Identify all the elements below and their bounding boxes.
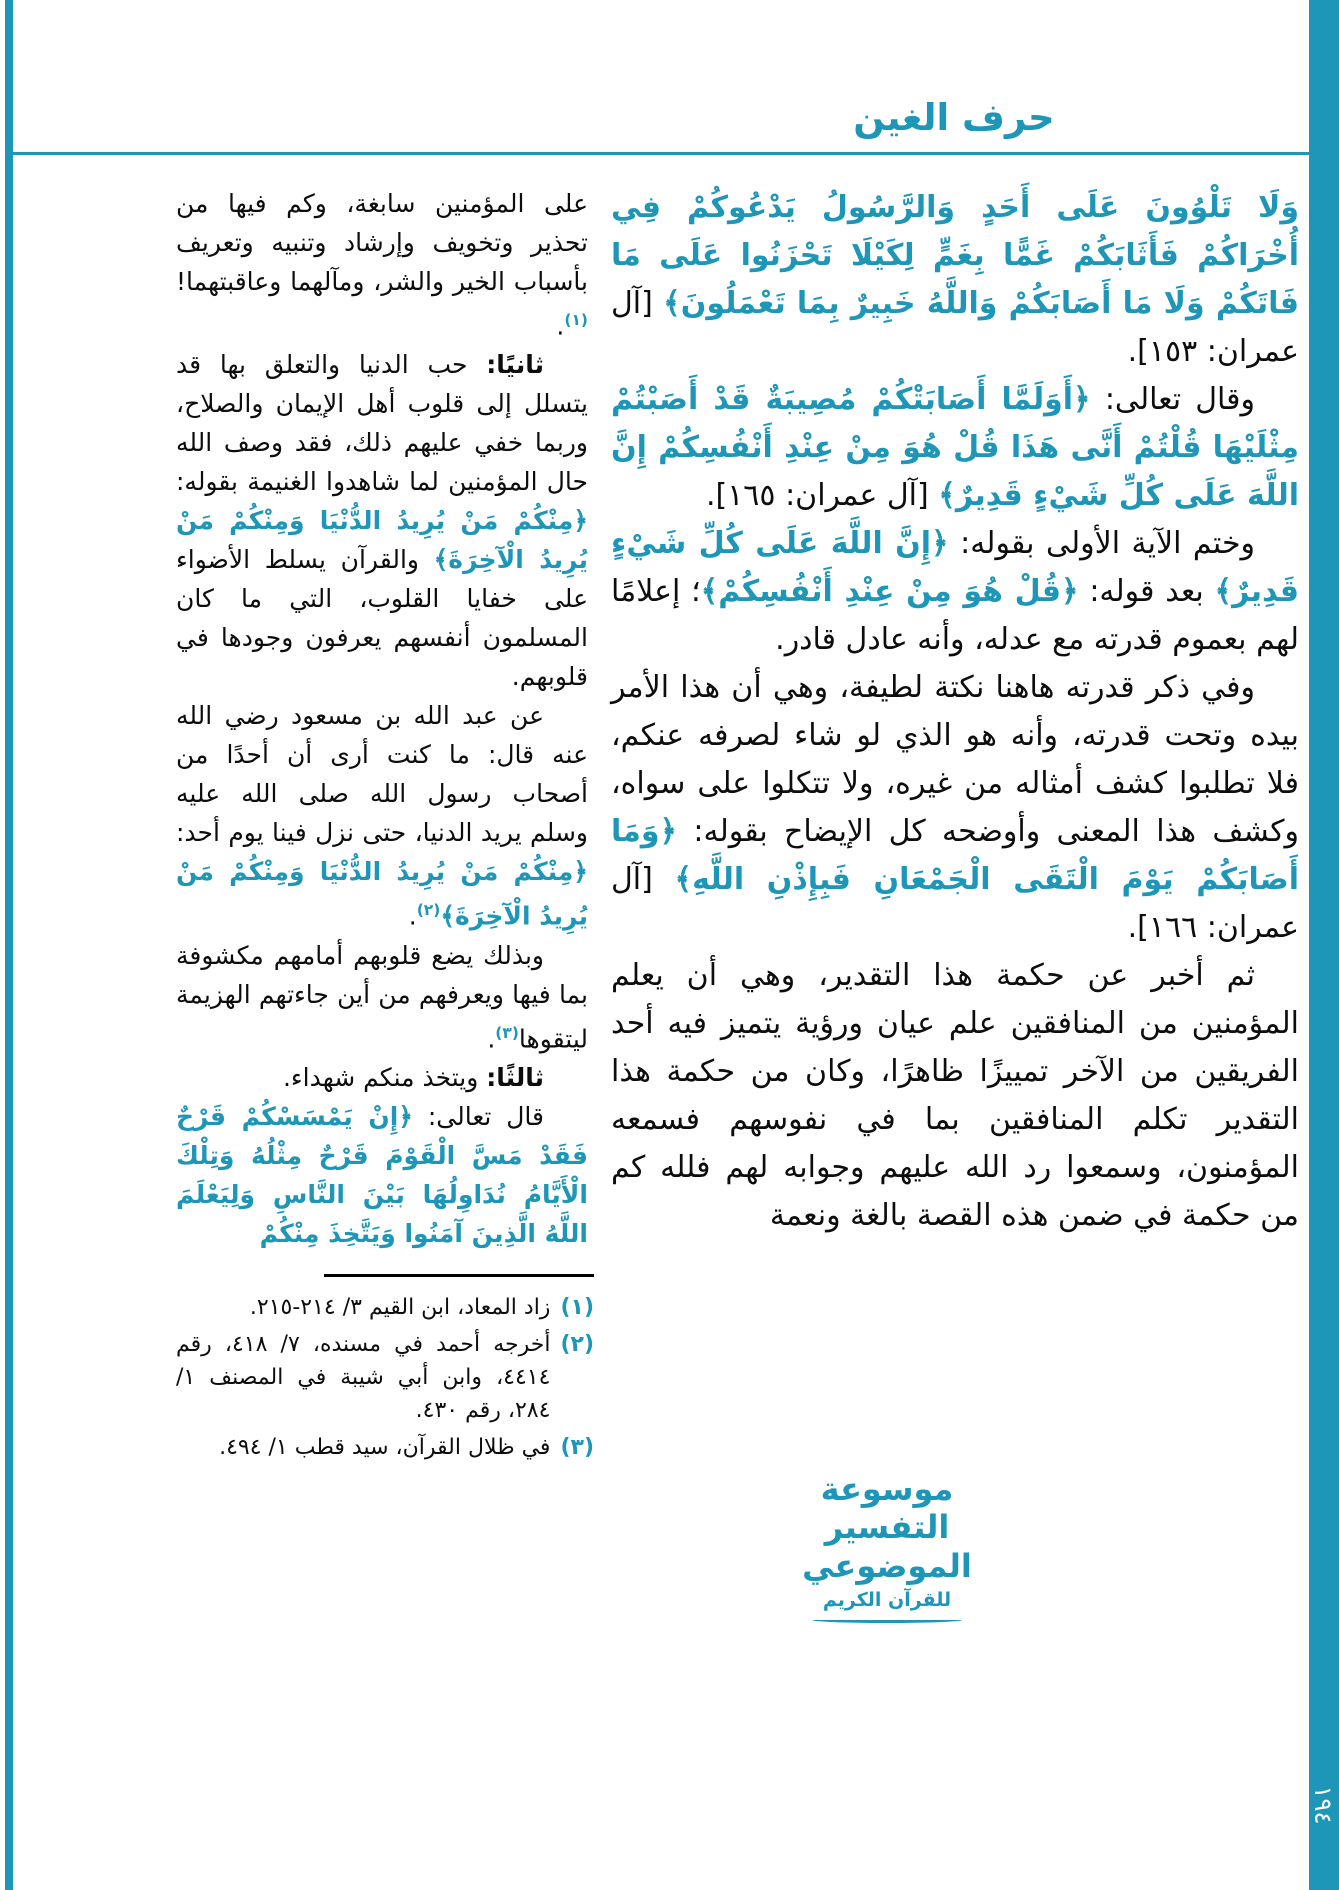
footnote-divider (324, 1274, 594, 1277)
header-rule (13, 152, 1309, 155)
text-segment: عن عبد الله بن مسعود رضي الله عنه قال: ما كنت أرى أن أحدًا من أصحاب رسول الله صلى الله عليه وسلم يريد الدنيا، حتى نزل فينا يوم أحد: (176, 701, 588, 848)
text-segment: بعد قوله: (1078, 574, 1215, 609)
paragraph-quran-verse (176, 1097, 588, 1253)
right-edge-bar (1309, 0, 1339, 1890)
quran-quote: ﴿وَمَا أَصَابَكُمْ يَوْمَ الْتَقَى الْجَمْعَانِ فَبِإِذْنِ اللَّهِ﴾ (611, 814, 1299, 897)
footnote-marker: (٣) (495, 1023, 519, 1042)
footnote-text: في ظلال القرآن، سيد قطب ١/ ٤٩٤. (219, 1435, 551, 1460)
quran-quote: وَلَا تَلْوُونَ عَلَى أَحَدٍ وَالرَّسُولُ يَدْعُوكُمْ فِي أُخْرَاكُمْ فَأَثَابَكُمْ غَمًّا بِغَمٍّ لِكَيْلَا تَحْزَنُوا عَلَى مَا فَاتَكُمْ وَلَا مَا أَصَابَكُمْ وَاللَّهُ خَبِيرٌ بِمَا تَعْمَلُونَ﴾ (611, 190, 1299, 321)
text-segment: وختم الآية الأولى بقوله: (948, 526, 1255, 561)
text-segment: قال تعالى: (412, 1101, 544, 1131)
text-segment: ويتخذ منكم شهداء. (282, 1062, 487, 1092)
quran-quote: ﴿مِنْكُمْ مَنْ يُرِيدُ الدُّنْيَا وَمِنْكُمْ مَنْ يُرِيدُ الْآخِرَةَ﴾ (176, 857, 588, 931)
quran-quote: ﴿إِنْ يَمْسَسْكُمْ قَرْحٌ فَقَدْ مَسَّ الْقَوْمَ قَرْحٌ مِثْلُهُ وَتِلْكَ الْأَيَّامُ نُدَاوِلُهَا بَيْنَ النَّاسِ وَلِيَعْلَمَ اللَّهُ الَّذِينَ آمَنُوا وَيَتَّخِذَ مِنْكُمْ (176, 1101, 588, 1248)
text-segment: . (408, 901, 417, 931)
footnote-text: أخرجه أحمد في مسنده، ٧/ ٤١٨، رقم ٤٤١٤، وابن أبي شيبة في المصنف ١/ ٢٨٤، رقم ٤٣٠. (176, 1332, 551, 1423)
footnote-number: (١) (560, 1295, 594, 1320)
text-segment: [آل عمران: ١٦٥]. (705, 478, 939, 513)
calligraphy-flourish-icon (812, 1617, 962, 1623)
text-segment: ؛ إعلامًا لهم بعموم قدرته مع عدله، وأنه عادل قادر. (611, 574, 1299, 657)
quran-quote: ﴿أَوَلَمَّا أَصَابَتْكُمْ مُصِيبَةٌ قَدْ أَصَبْتُمْ مِثْلَيْهَا قُلْتُمْ أَنَّى هَذَا قُلْ هُوَ مِنْ عِنْدِ أَنْفُسِكُمْ إِنَّ اللَّهَ عَلَى كُلِّ شَيْءٍ قَدِيرٌ﴾ (611, 382, 1299, 513)
paragraph (176, 696, 588, 935)
quran-quote: ﴿إِنَّ اللَّهَ عَلَى كُلِّ شَيْءٍ قَدِيرٌ﴾ (611, 526, 1299, 609)
paragraph (611, 952, 1299, 1240)
quran-quote: ﴿مِنْكُمْ مَنْ يُرِيدُ الدُّنْيَا وَمِنْكُمْ مَنْ يُرِيدُ الْآخِرَةَ﴾ (176, 506, 588, 575)
paragraph (176, 936, 588, 1058)
paragraph (611, 664, 1299, 952)
text-segment: . (556, 311, 565, 341)
footnote-marker: (٢) (416, 901, 441, 920)
page-number: ١٩٤ (1309, 1785, 1337, 1825)
publisher-logo-title: موسوعة التفسير الموضوعي (802, 1470, 972, 1585)
text-segment: ثم أخبر عن حكمة هذا التقدير، وهي أن يعلم المؤمنين من المنافقين علم عيان ورؤية يتميز فيه أحد الفريقين من الآخر تمييزًا ظاهرًا، وكان من حكمة هذا التقدير تكلم المنافقين بما في نفوسهم فسمعه المؤمنون، وسمعوا رد الله عليهم وجوابه لهم فلله كم من حكمة في ضمن هذه القصة بالغة ونعمة (611, 958, 1299, 1233)
paragraph (611, 520, 1299, 664)
left-edge-bar (5, 0, 13, 1890)
text-segment: [آل عمران: ١٦٦]. (611, 862, 1299, 945)
text-segment: وفي ذكر قدرته هاهنا نكتة لطيفة، وهي أن هذا الأمر بيده وتحت قدرته، وأنه هو الذي لو شاء لصرفه عنكم، فلا تطلبوا كشف أمثاله من غيره، ولا تتكلوا على سواه، وكشف هذا المعنى وأوضحه كل الإيضاح بقوله: (611, 670, 1299, 849)
footnote-text: زاد المعاد، ابن القيم ٣/ ٢١٤-٢١٥. (249, 1295, 551, 1320)
paragraph (611, 376, 1299, 520)
footnotes-section (176, 1268, 594, 1468)
quran-quote: ﴿قُلْ هُوَ مِنْ عِنْدِ أَنْفُسِكُمْ﴾ (700, 574, 1079, 609)
footnote-item (176, 1328, 594, 1427)
text-segment: [آل عمران: ١٥٣]. (611, 286, 1299, 369)
text-segment: على المؤمنين سابغة، وكم فيها من تحذير وتخويف وإرشاد وتنبيه وتعريف بأسباب الخير والشر، ومآلهما وعاقبتهما! (176, 189, 588, 296)
text-segment: وبذلك يضع قلوبهم أمامهم مكشوفة بما فيها ويعرفهم من أين جاءتهم الهزيمة ليتقوها (176, 940, 588, 1053)
bold-text-segment: ثانيًا: (486, 350, 544, 380)
chapter-header: حرف الغين (853, 96, 1055, 139)
paragraph (176, 345, 588, 696)
footnote-marker: (١) (564, 311, 588, 329)
publisher-logo (765, 1462, 1009, 1631)
footnote-number: (٣) (560, 1435, 594, 1460)
paragraph (176, 1058, 588, 1097)
paragraph (176, 184, 588, 345)
bold-text-segment: ثالثًا: (486, 1062, 544, 1092)
footnote-number: (٢) (560, 1332, 594, 1357)
text-segment: والقرآن يسلط الأضواء على خفايا القلوب، التي ما كان المسلمون أنفسهم يعرفون وجودها في قلوبهم. (176, 545, 588, 692)
publisher-logo-subtitle: للقرآن الكريم (822, 1589, 952, 1612)
footnote-item (176, 1291, 594, 1324)
text-segment: وقال تعالى: (1090, 382, 1255, 417)
text-segment: . (487, 1023, 496, 1053)
paragraph-quran-verse (611, 184, 1299, 376)
text-segment: حب الدنيا والتعلق بها قد يتسلل إلى قلوب أهل الإيمان والصلاح، وربما خفي عليهم ذلك، فقد وصف الله حال المؤمنين لما شاهدوا الغنيمة بقوله: (176, 350, 588, 497)
left-column (176, 184, 588, 1253)
right-column (611, 184, 1299, 1240)
footnote-item (176, 1431, 594, 1464)
